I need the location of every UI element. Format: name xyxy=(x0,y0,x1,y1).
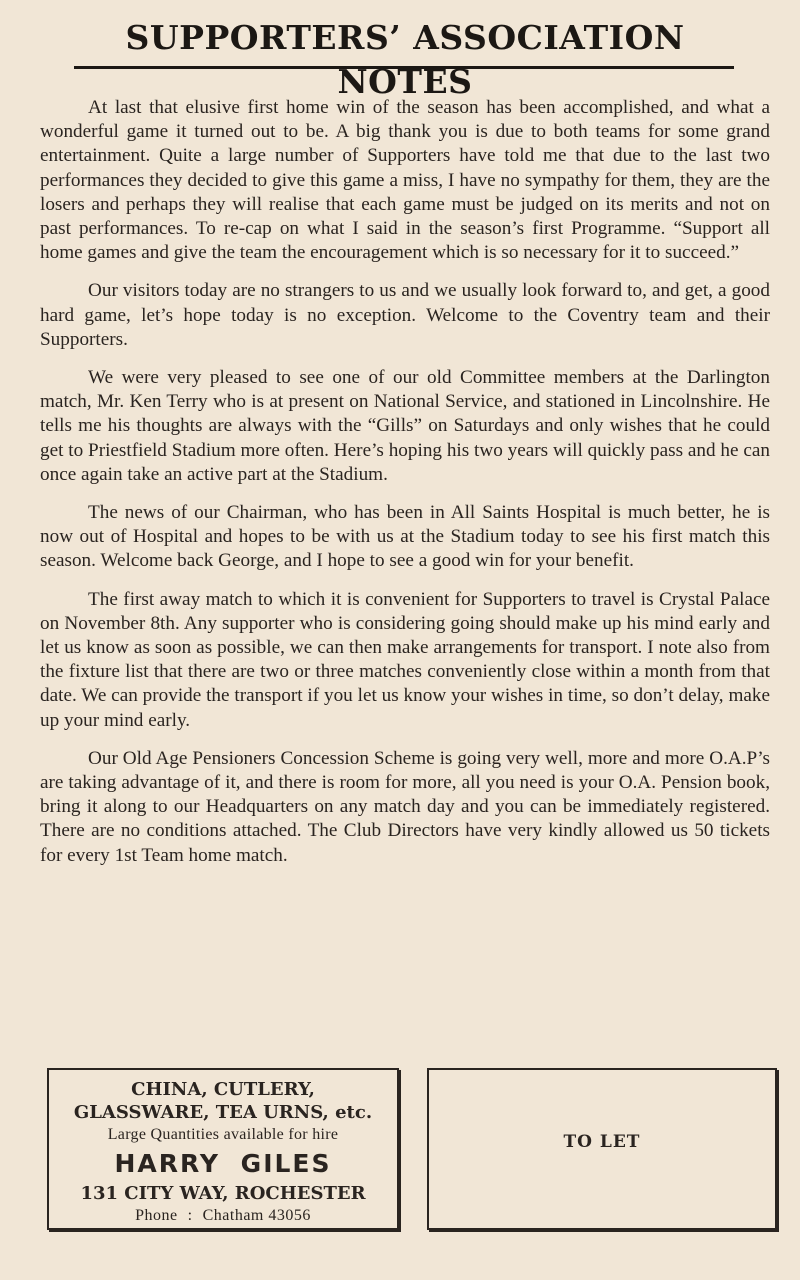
page-title: SUPPORTERS’ ASSOCIATION NOTES xyxy=(125,18,685,101)
advert-to-let xyxy=(427,1068,777,1230)
advert-line-china: CHINA, CUTLERY, xyxy=(131,1079,315,1100)
article-body xyxy=(40,96,770,882)
advert-phone-number: Chatham 43056 xyxy=(202,1207,311,1224)
paragraph-away-match: The first away match to which it is convenient for Supporters to travel is Crystal Palace on November 8th. Any supporter who is considering going should make up his mind early and let us know as soon as possible, we can then make arrangements for transport. I note also from the fixture list that there are two or three matches conveniently close within a month from that date. We can provide the transport if you let us know your wishes in time, so don’t delay, make up your mind early. xyxy=(40,588,770,731)
advert-business-name: HARRY GILES xyxy=(114,1149,332,1178)
paragraph-chairman: The news of our Chairman, who has been in All Saints Hospital is much better, he is now out of Hospital and hopes to be with us at the Stadium today to see his first match this season. Welcome back George, and I hope to see a good win for your benefit. xyxy=(40,502,770,572)
paragraph-first-home-win: At last that elusive first home win of the season has been accomplished, and what a wonderful game it turned out to be. A big thank you is due to both teams for some grand entertainment. Quite a large number of Supporters have told me that due to the last two performances they decided to give this game a miss, I have no sympathy for them, they are the losers and perhaps they will realise that each game must be judged on its merits and not on past performances. To re-cap on what I said in the season’s first Programme. “Support all home games and give the team the encouragement which is so necessary for it to succeed.” xyxy=(40,97,770,264)
advert-line-glassware: GLASSWARE, TEA URNS, etc. xyxy=(73,1102,373,1123)
to-let-text: TO LET xyxy=(563,1132,641,1152)
paragraph-committee-member: We were very pleased to see one of our old Committee members at the Darlington match, Mr. Ken Terry who is at present on National Service, and stationed in Lincolnshire. He tells me his thoughts are always with the “Gills” on Saturdays and only wishes that he could get to Priestfield Stadium more often. Here’s hoping his two years will quickly pass and he can once again take an active part at the Stadium. xyxy=(40,367,770,485)
title-underline xyxy=(74,66,734,69)
paragraph-visitors: Our visitors today are no strangers to us and we usually look forward to, and get, a good hard game, let’s hope today is no exception. Welcome to the Coventry team and their Supporters. xyxy=(40,280,770,350)
advert-line-hire: Large Quantities available for hire xyxy=(107,1126,339,1143)
advert-address: 131 CITY WAY, ROCHESTER xyxy=(80,1183,366,1204)
paragraph-oap-scheme: Our Old Age Pensioners Concession Scheme is going very well, more and more O.A.P’s are taking advantage of it, and there is room for more, all you need is your O.A. Pension book, bring it along to our Headquarters on any match day and you can be immediately registered. There are no conditions attached. The Club Directors have very kindly allowed us 50 tickets for every 1st Team home match. xyxy=(40,747,770,866)
advert-phone xyxy=(49,1205,397,1227)
advert-phone-separator: : xyxy=(187,1207,193,1224)
advert-phone-label: Phone xyxy=(135,1207,178,1224)
advert-harry-giles xyxy=(47,1068,399,1230)
